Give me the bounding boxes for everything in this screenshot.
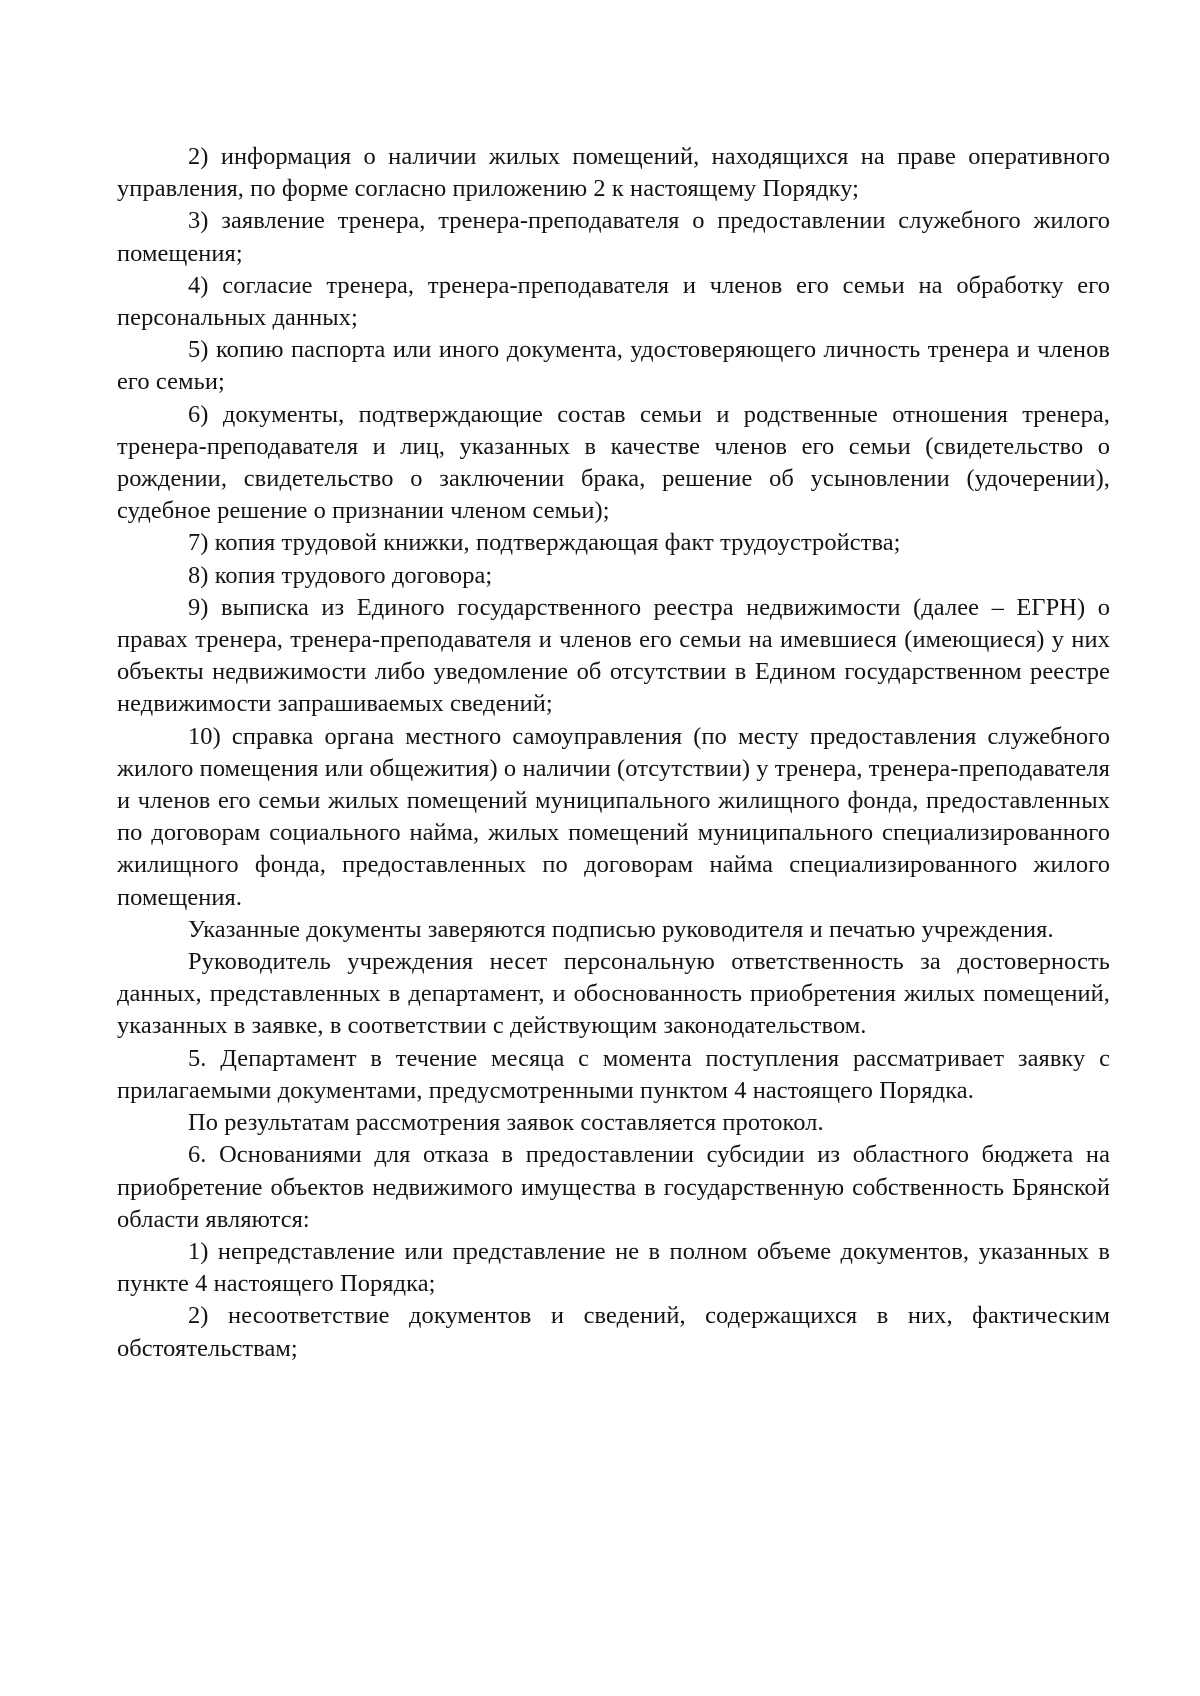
- paragraph-section-5-review: 5. Департамент в течение месяца с момента поступления рассматривает заявку с прилагаемыми документами, предусмотренными пунктом 4 настоящего Порядка.: [117, 1044, 1110, 1104]
- paragraph-item-3-application: 3) заявление тренера, тренера-преподавателя о предоставлении служебного жилого помещения;: [117, 207, 1110, 267]
- paragraph-item-10-municipal-cert: 10) справка органа местного самоуправления (по месту предоставления служебного жилого помещения или общежития) о наличии (отсутствии) у тренера, тренера-преподавателя и членов его семьи жилых помещений муниципального жилищного фонда, предоставленных по договорам социального найма, жилых помещений муниципального специализированного жилищного фонда, предоставленных по договорам найма специализированного жилого помещения.: [117, 722, 1110, 911]
- document-body: [117, 141, 1110, 1365]
- paragraph-ground-2-mismatch: 2) несоответствие документов и сведений, содержащихся в них, фактическим обстоятельствам;: [117, 1302, 1110, 1362]
- paragraph-ground-1-incomplete: 1) непредставление или представление не в полном объеме документов, указанных в пункте 4 настоящего Порядка;: [117, 1237, 1110, 1298]
- paragraph-responsibility: Руководитель учреждения несет персональную ответственность за достоверность данных, представленных в департамент, и обоснованность приобретения жилых помещений, указанных в заявке, в соответствии с действующим законодательством.: [117, 948, 1110, 1040]
- paragraph-protocol: По результатам рассмотрения заявок составляется протокол.: [188, 1109, 824, 1137]
- paragraph-item-5-passport: 5) копию паспорта или иного документа, удостоверяющего личность тренера и членов его семьи;: [117, 336, 1110, 396]
- paragraph-item-6-family-docs: 6) документы, подтверждающие состав семьи и родственные отношения тренера, тренера-преподавателя и лиц, указанных в качестве членов его семьи (свидетельство о рождении, свидетельство о заключении брака, решение об усыновлении (удочерении), судебное решение о признании членом семьи);: [117, 400, 1110, 525]
- paragraph-item-9-egrn: 9) выписка из Единого государственного реестра недвижимости (далее – ЕГРН) о правах тренера, тренера-преподавателя и членов его семьи на имевшиеся (имеющиеся) у них объекты недвижимости либо уведомление об отсутствии в Едином государственном реестре недвижимости запрашиваемых сведений;: [117, 593, 1110, 718]
- paragraph-section-6-grounds: 6. Основаниями для отказа в предоставлении субсидии из областного бюджета на приобретение объектов недвижимого имущества в государственную собственность Брянской области являются:: [117, 1141, 1110, 1233]
- paragraph-item-4-consent: 4) согласие тренера, тренера-преподавателя и членов его семьи на обработку его персональных данных;: [117, 271, 1110, 332]
- paragraph-item-8-contract: 8) копия трудового договора;: [188, 561, 493, 589]
- paragraph-item-2-housing-info: 2) информация о наличии жилых помещений, находящихся на праве оперативного управления, по форме согласно приложению 2 к настоящему Порядку;: [117, 143, 1110, 203]
- paragraph-certification: Указанные документы заверяются подписью руководителя и печатью учреждения.: [188, 915, 1054, 943]
- paragraph-item-7-work-book: 7) копия трудовой книжки, подтверждающая факт трудоустройства;: [188, 529, 901, 557]
